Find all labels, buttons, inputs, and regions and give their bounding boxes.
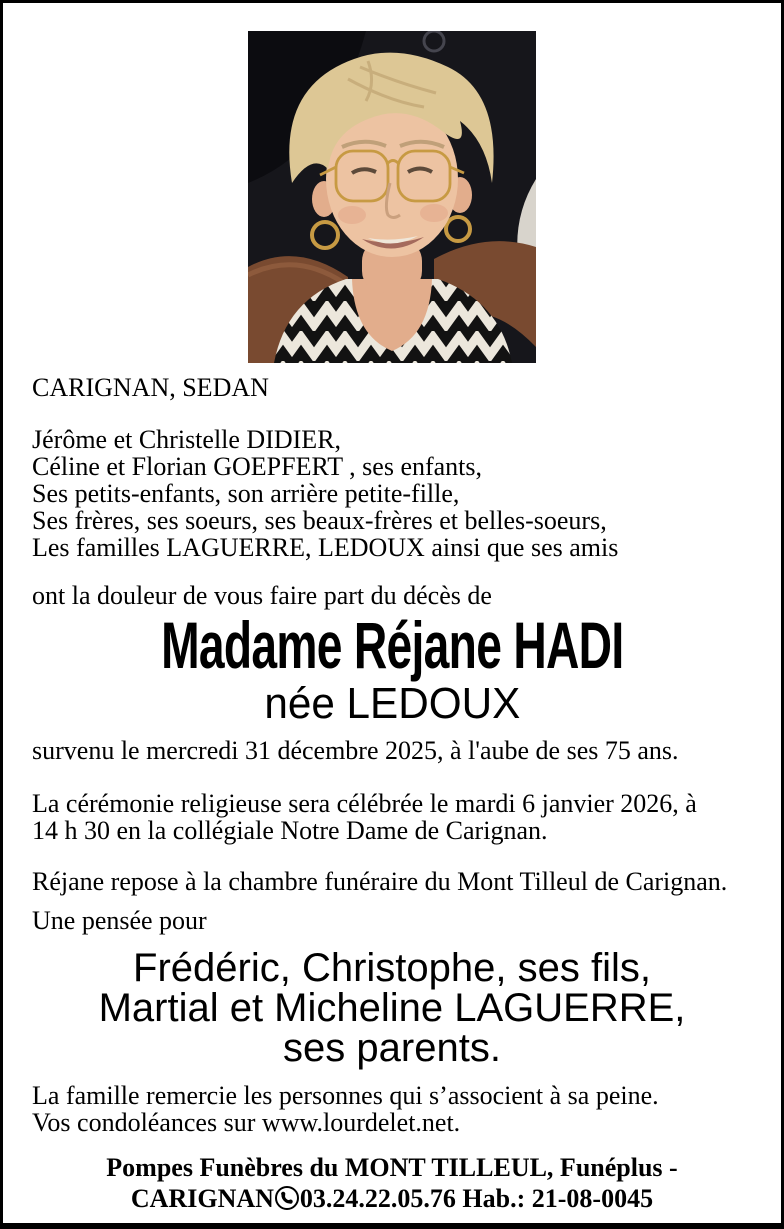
family-line: Jérôme et Christelle DIDIER, — [32, 425, 342, 454]
thought-line: Martial et Micheline LAGUERRE, — [98, 986, 686, 1030]
location-header: CARIGNAN, SEDAN — [32, 373, 269, 402]
condolences-line: Vos condoléances sur www.lourdelet.net. — [32, 1108, 461, 1137]
repose-details: Réjane repose à la chambre funéraire du Mont Tilleul de Carignan. — [32, 867, 728, 896]
family-line: Ses petits-enfants, son arrière petite-fille, — [32, 479, 460, 508]
funeral-home-info — [3, 1152, 781, 1214]
maiden-name: née LEDOUX — [264, 679, 520, 728]
thought-line: Frédéric, Christophe, ses fils, — [133, 946, 651, 990]
funeral-home-line2 — [33, 1183, 751, 1214]
ceremony-details — [3, 790, 781, 844]
funeral-home-city: CARIGNAN — [130, 1184, 274, 1213]
deceased-name: Madame Réjane HADI — [160, 608, 624, 682]
portrait-photo-art — [248, 31, 536, 363]
cheek-right — [420, 204, 448, 222]
thought-intro: Une pensée pour — [32, 906, 207, 935]
funeral-home-phone-license: 03.24.22.05.76 Hab.: 21-08-0045 — [299, 1184, 654, 1213]
thought-line: ses parents. — [283, 1026, 501, 1070]
family-line: Céline et Florian GOEPFERT , ses enfants, — [32, 452, 483, 481]
portrait-photo — [248, 31, 536, 363]
ceremony-line: 14 h 30 en la collégiale Notre Dame de Carignan. — [32, 816, 548, 845]
death-details: survenu le mercredi 31 décembre 2025, à l'aube de ses 75 ans. — [32, 736, 679, 765]
family-line: Ses frères, ses soeurs, ses beaux-frères et belles-soeurs, — [32, 506, 607, 535]
thought-names — [3, 948, 781, 1068]
thanks-text — [3, 1082, 781, 1136]
phone-circle-icon — [274, 1185, 300, 1211]
family-list — [3, 426, 781, 561]
announcement-line: ont la douleur de vous faire part du décès de — [32, 581, 492, 610]
thanks-line: La famille remercie les personnes qui s’associent à sa peine. — [32, 1081, 659, 1110]
family-line: Les familles LAGUERRE, LEDOUX ainsi que ses amis — [32, 533, 619, 562]
ceremony-line: La cérémonie religieuse sera célébrée le mardi 6 janvier 2026, à — [32, 789, 697, 818]
cheek-left — [338, 206, 366, 224]
funeral-home-line1: Pompes Funèbres du MONT TILLEUL, Funéplus - — [106, 1153, 678, 1182]
